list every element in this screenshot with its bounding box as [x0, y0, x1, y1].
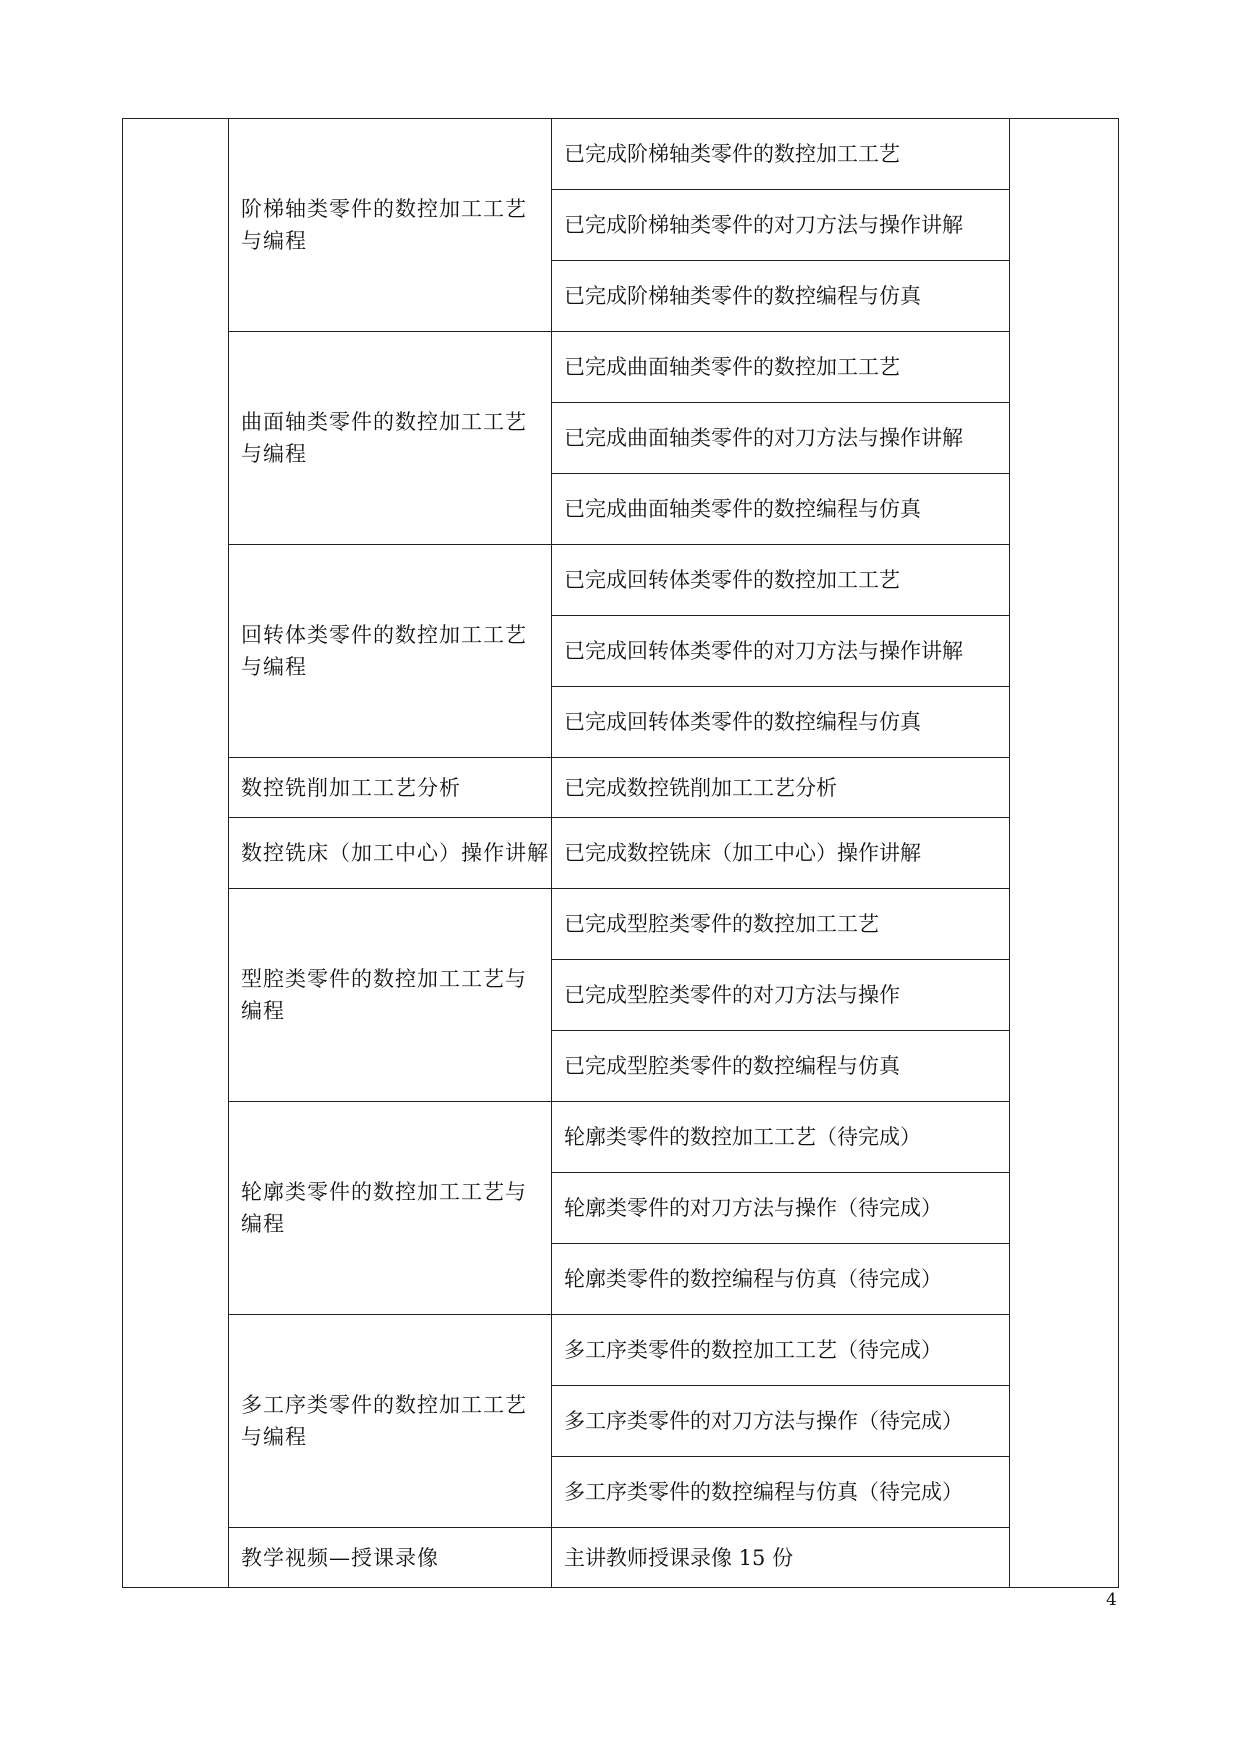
- topic-cell: 数控铣削加工工艺分析: [229, 758, 552, 818]
- table-row: [123, 119, 1119, 190]
- item-cell: 已完成回转体类零件的数控编程与仿真: [552, 687, 1010, 758]
- topic-cell: 曲面轴类零件的数控加工工艺与编程: [229, 332, 552, 545]
- table-row: [123, 1315, 1119, 1386]
- item-cell: 已完成阶梯轴类零件的数控编程与仿真: [552, 261, 1010, 332]
- page-number: 4: [1106, 1590, 1117, 1610]
- topic-cell: 型腔类零件的数控加工工艺与编程: [229, 889, 552, 1102]
- right-blank-cell: [1010, 119, 1119, 1588]
- topic-cell: 回转体类零件的数控加工工艺与编程: [229, 545, 552, 758]
- table-row: [123, 1102, 1119, 1173]
- item-cell: 已完成阶梯轴类零件的对刀方法与操作讲解: [552, 190, 1010, 261]
- item-cell: 已完成阶梯轴类零件的数控加工工艺: [552, 119, 1010, 190]
- item-cell: 已完成回转体类零件的数控加工工艺: [552, 545, 1010, 616]
- content-table: [122, 118, 1119, 1588]
- table-row: [123, 758, 1119, 818]
- table-row: [123, 332, 1119, 403]
- topic-cell: 轮廓类零件的数控加工工艺与编程: [229, 1102, 552, 1315]
- left-blank-cell: [123, 119, 229, 1588]
- table-row: [123, 1528, 1119, 1588]
- item-cell: 多工序类零件的数控编程与仿真（待完成）: [552, 1457, 1010, 1528]
- item-cell: 已完成曲面轴类零件的数控编程与仿真: [552, 474, 1010, 545]
- item-cell: 已完成数控铣削加工工艺分析: [552, 758, 1010, 818]
- item-cell: 多工序类零件的数控加工工艺（待完成）: [552, 1315, 1010, 1386]
- item-cell: 已完成曲面轴类零件的数控加工工艺: [552, 332, 1010, 403]
- item-cell: 已完成曲面轴类零件的对刀方法与操作讲解: [552, 403, 1010, 474]
- topic-cell: 教学视频—授课录像: [229, 1528, 552, 1588]
- table-row: [123, 818, 1119, 889]
- item-cell: 已完成数控铣床（加工中心）操作讲解: [552, 818, 1010, 889]
- item-cell: 轮廓类零件的对刀方法与操作（待完成）: [552, 1173, 1010, 1244]
- topic-cell: 阶梯轴类零件的数控加工工艺与编程: [229, 119, 552, 332]
- topic-cell: 数控铣床（加工中心）操作讲解: [229, 818, 552, 889]
- item-cell: 已完成型腔类零件的数控编程与仿真: [552, 1031, 1010, 1102]
- item-cell: 轮廓类零件的数控编程与仿真（待完成）: [552, 1244, 1010, 1315]
- table-row: [123, 545, 1119, 616]
- item-cell: 已完成回转体类零件的对刀方法与操作讲解: [552, 616, 1010, 687]
- item-cell: 主讲教师授课录像 15 份: [552, 1528, 1010, 1588]
- item-cell: 已完成型腔类零件的数控加工工艺: [552, 889, 1010, 960]
- topic-cell: 多工序类零件的数控加工工艺与编程: [229, 1315, 552, 1528]
- item-cell: 多工序类零件的对刀方法与操作（待完成）: [552, 1386, 1010, 1457]
- item-cell: 已完成型腔类零件的对刀方法与操作: [552, 960, 1010, 1031]
- item-cell: 轮廓类零件的数控加工工艺（待完成）: [552, 1102, 1010, 1173]
- table-row: [123, 889, 1119, 960]
